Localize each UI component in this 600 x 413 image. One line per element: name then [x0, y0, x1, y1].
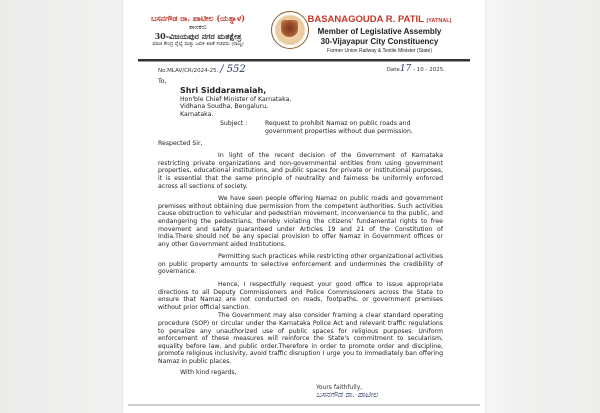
english-title: Member of Legislative Assembly [317, 27, 442, 36]
addressee-line-1: Hon'ble Chief Minister of Karnataka, [180, 95, 292, 103]
letter-date [387, 64, 445, 74]
letterhead-english [292, 14, 467, 55]
subject-label: Subject : [220, 120, 248, 128]
date-day-handwritten: 17 [399, 64, 412, 74]
letterhead-kannada [138, 13, 258, 48]
closing: With kind regards, [180, 368, 237, 376]
addressee-line-2: Vidhana Soudha, Bengaluru, [180, 103, 269, 111]
addressee-block [180, 86, 443, 119]
letter-page [123, 0, 485, 413]
english-constituency: 30-Vijayapur City Constituency [320, 37, 439, 46]
addressee-name: Shri Siddaramaiah, [180, 85, 267, 95]
date-rest: - 10 - 2025. [413, 67, 445, 73]
paragraph-1: In light of the recent decision of the Government of Karnataka restricting private organizations and non-governmental entities from using government properties, educational institutions, and public spaces for private or institutional purposes, it is essential that the same principle of neutrality and fairness be uniformly enforced across all sections of society. [158, 152, 443, 190]
subject-text: Request to prohibit Namaz on public roads and government properties without due permission. [265, 120, 413, 135]
english-name [292, 14, 467, 27]
kannada-former-post: ಮಾಜಿ ಕೇಂದ್ರ ರೈಲ್ವೆ ಮತ್ತು ಜವಳಿ ಖಾತೆ ಸಚಿವರು (ರಾಜ್ಯ) [152, 41, 244, 47]
handwritten-signature: ಬಸನಗೌಡ ರಾ. ಪಾಟೀಲ [316, 390, 378, 399]
kannada-name: ಬಸನಗೌಡ ರಾ. ಪಾಟೀಲ (ಯತ್ನಾಳ) [151, 13, 245, 23]
english-name-main: BASANAGOUDA R. PATIL [307, 14, 424, 25]
subject-line [220, 120, 443, 135]
letterhead-divider [138, 59, 470, 62]
reference-prefix: No.MLAV/CR/2024-25. [158, 68, 219, 74]
kannada-title: ಶಾಸಕರು [189, 23, 207, 31]
reference-number [158, 64, 246, 75]
yours-faithfully: Yours faithfully, [316, 384, 363, 391]
english-name-suffix: (YATNAL) [426, 18, 452, 24]
to-label: To, [158, 78, 167, 85]
paragraph-5: The Government may also consider framing a clear standard operating procedure (SOP) or circular under the Karnataka Police Act and relevant traffic regulations to penalize any unauthorized use of public spaces for religious purposes. Uniform enforcement of these measures will reinforce the State's commitment to secularism, equality before law, and public order.Therefore in order to promote order and discipline, promote religious inclusivity, avoid traffic disruption I urge you to immediately ban offering Namaz in public places. [158, 312, 443, 365]
kannada-constituency: 30-ವಿಜಯಪುರ ನಗರ ಮತಕ್ಷೇತ್ರ [154, 31, 242, 41]
letterhead [123, 0, 485, 62]
paragraph-2: We have seen people offering Namaz on public roads and government premises without obtaining due permission from the competent authorities. Such activities cause obstruction to vehicular and pedestrian movement, inconvenience to the public, and endangering the pedestrians, thereby violating the citizens' fundamental rights to free movement and safety guaranteed under Articles 19 and 21 of the Constitution of India.There should not be any special provision to offer Namaz in Government offices or any other Government aided Institutions. [158, 195, 443, 248]
footer-divider [128, 404, 480, 406]
reference-handwritten-number: / 552 [220, 64, 246, 75]
background-right [485, 0, 600, 413]
letter-body [158, 78, 443, 376]
paragraph-3: Permitting such practices while restricting other organizational activities on public property amounts to selective enforcement and undermines the credibility of governance. [158, 253, 443, 276]
salutation: Respected Sir, [158, 139, 203, 147]
paragraph-4: Hence, I respectfully request your good office to issue appropriate directions to all Deputy Commissioners and Police Commissioners across the State to ensure that Namaz are not conducted on roads, footpaths, or government premises without prior official sanction. [158, 281, 443, 311]
date-label: Date [386, 67, 400, 73]
addressee-line-3: Karnataka. [180, 110, 214, 118]
signature-block [316, 384, 378, 400]
english-former-post: Former Union Railway & Textile Minister (State) [327, 48, 432, 54]
